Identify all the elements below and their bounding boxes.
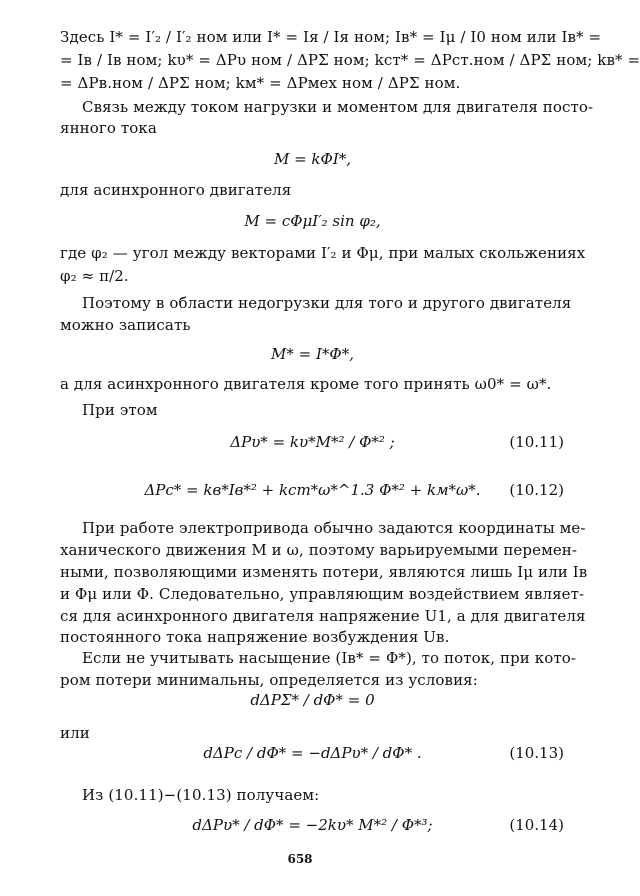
equation-m-async: M = cΦμI′₂ sin φ₂, bbox=[244, 212, 381, 230]
text-line-12: При этом bbox=[82, 401, 158, 419]
text-line-19: Если не учитывать насыщение (Iв* = Φ*), то поток, при кото- bbox=[82, 649, 577, 667]
text-line-22: Из (10.11)−(10.13) получаем: bbox=[82, 786, 320, 804]
text-line-11: а для асинхронного двигателя кроме того принять ω0* = ω*. bbox=[60, 375, 552, 393]
text-line-1: Здесь I* = I′₂ / I′₂ ном или I* = Iя / Iя ном; Iв* = Iμ / I0 ном или Iв* = bbox=[60, 28, 602, 46]
eq-number-10-11: (10.11) bbox=[509, 433, 564, 451]
eq-number-10-12: (10.12) bbox=[509, 481, 564, 499]
text-line-5: янного тока bbox=[60, 119, 157, 137]
text-line-21: или bbox=[60, 724, 90, 742]
text-line-13: При работе электропривода обычно задаются координаты ме- bbox=[82, 519, 586, 537]
text-line-15: ными, позволяющими изменять потери, являются лишь Iμ или Iв bbox=[60, 563, 588, 581]
text-line-20: ром потери минимальны, определяется из условия: bbox=[60, 671, 478, 689]
text-line-6: для асинхронного двигателя bbox=[60, 181, 292, 199]
text-line-7: где φ₂ — угол между векторами I′₂ и Φμ, при малых скольжениях bbox=[60, 244, 586, 262]
text-line-4: Связь между током нагрузки и моментом для двигателя посто- bbox=[82, 98, 594, 116]
equation-10-14: dΔPυ* / dΦ* = −2kυ* M*² / Φ*³; bbox=[192, 816, 433, 834]
equation-10-13: dΔPc / dΦ* = −dΔPυ* / dΦ* . bbox=[203, 744, 422, 762]
text-line-2: = Iв / Iв ном; kυ* = ΔPυ ном / ΔPΣ ном; kст* = ΔPст.ном / ΔPΣ ном; kв* = bbox=[60, 51, 640, 69]
text-line-3: = ΔPв.ном / ΔPΣ ном; kм* = ΔPмех ном / ΔPΣ ном. bbox=[60, 74, 461, 92]
eq-number-10-14: (10.14) bbox=[509, 816, 564, 834]
equation-m-rel: M* = I*Φ*, bbox=[271, 345, 354, 363]
equation-10-11: ΔPυ* = kυ*M*² / Φ*² ; bbox=[230, 433, 395, 451]
eq-number-10-13: (10.13) bbox=[509, 744, 564, 762]
text-line-8: φ₂ ≈ π/2. bbox=[60, 267, 129, 285]
equation-condition: dΔPΣ* / dΦ* = 0 bbox=[250, 691, 375, 709]
page-number: 658 bbox=[287, 852, 313, 866]
equation-10-12: ΔPc* = kв*Iв*² + kст*ω*^1.3 Φ*² + kм*ω*. bbox=[144, 481, 481, 499]
text-line-10: можно записать bbox=[60, 316, 191, 334]
equation-m-dc: M = kΦI*, bbox=[273, 150, 352, 168]
text-line-18: постоянного тока напряжение возбуждения Uв. bbox=[60, 628, 450, 646]
text-line-17: ся для асинхронного двигателя напряжение U1, а для двигателя bbox=[60, 607, 586, 625]
text-line-14: ханического движения M и ω, поэтому варьируемыми перемен- bbox=[60, 541, 578, 559]
text-line-9: Поэтому в области недогрузки для того и другого двигателя bbox=[82, 294, 572, 312]
text-line-16: и Φμ или Φ. Следовательно, управляющим воздействием являет- bbox=[60, 585, 585, 603]
